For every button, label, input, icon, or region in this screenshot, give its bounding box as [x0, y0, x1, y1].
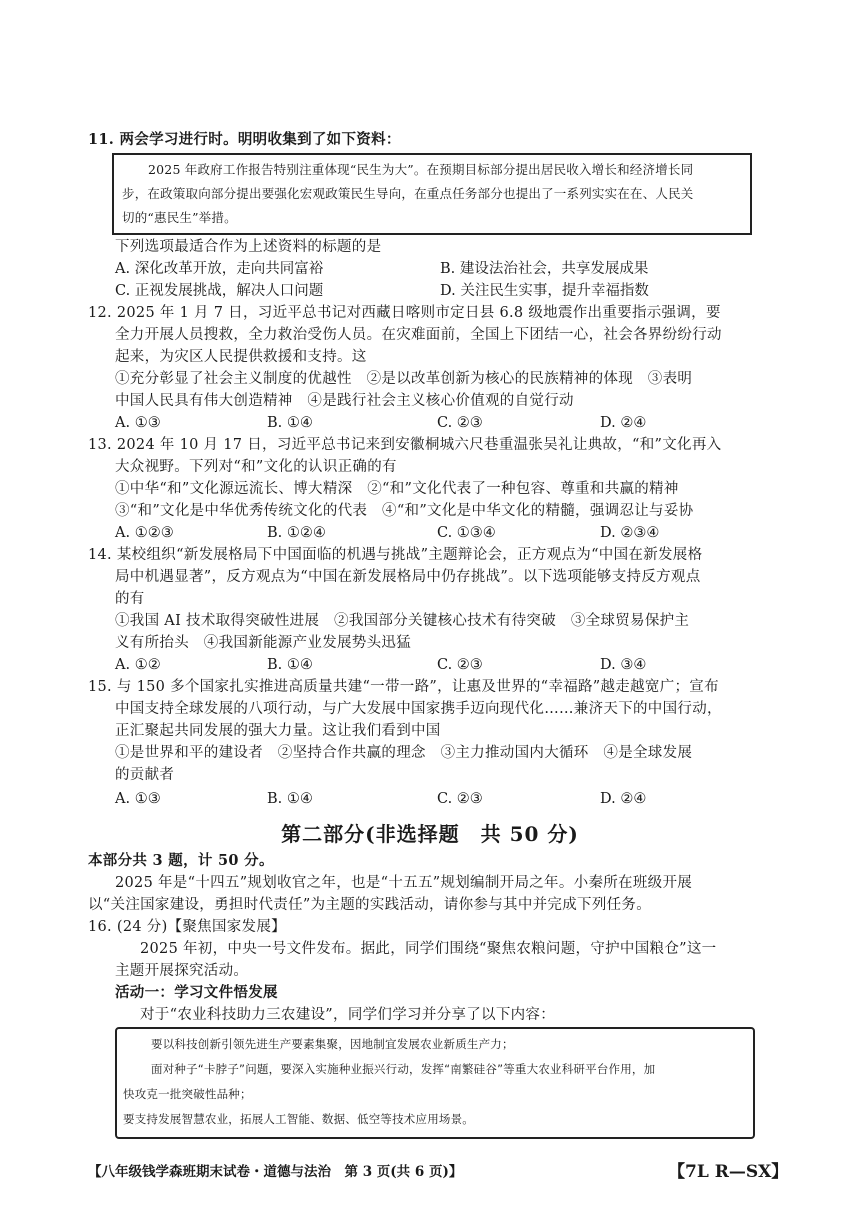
q12-option-d: D. ②④: [600, 415, 647, 431]
q15-line-3: 正汇聚起共同发展的强大力量。这让我们看到中国: [115, 723, 441, 739]
part2-intro: 本部分共 3 题，计 50 分。: [88, 852, 274, 869]
q14-line-1: 14. 某校组织“新发展格局下中国面临的机遇与挑战”主题辩论会，正方观点为“中国在新发展格: [88, 547, 703, 563]
q16-box-line-4: 要支持发展智慧农业，拓展人工智能、数据、低空等技术应用场景。: [123, 1112, 474, 1126]
q11-material-box: [112, 153, 752, 235]
part2-heading: 第二部分(非选择题 共 50 分): [281, 822, 579, 846]
q11-options: [115, 258, 755, 302]
q16-box-line-2: 面对种子“卡脖子”问题，要深入实施种业振兴行动，发挥“南繁硅谷”等重大农业科研平台作用，加: [151, 1062, 656, 1076]
q11-option-c: C. 正视发展挑战，解决人口问题: [115, 283, 324, 299]
q14-options: [115, 654, 755, 676]
q13-line-1: 13. 2024 年 10 月 17 日，习近平总书记来到安徽桐城六尺巷重温张吴礼让典故，“和”文化再入: [88, 437, 722, 453]
q16-line-1: 2025 年初，中央一号文件发布。据此，同学们围绕“聚焦农粮问题，守护中国粮仓”这一: [140, 941, 717, 957]
q14-line-5: 义有所抬头 ④我国新能源产业发展势头迅猛: [115, 635, 411, 651]
q12-option-b: B. ①④: [267, 415, 313, 431]
q12-option-c: C. ②③: [437, 415, 483, 431]
q16-line-2: 主题开展探究活动。: [115, 963, 249, 979]
q13-option-a: A. ①②③: [115, 525, 174, 541]
q12-line-2: 全力开展人员搜救，全力救治受伤人员。在灾难面前，全国上下团结一心，社会各界纷纷行动: [115, 327, 722, 343]
q16-box-line-3: 快攻克一批突破性品种；: [123, 1087, 252, 1101]
q12-options: [115, 412, 755, 434]
q15-option-b: B. ①④: [267, 791, 313, 807]
q12-line-3: 起来，为灾区人民提供救援和支持。这: [115, 349, 367, 365]
q15-line-5: 的贡献者: [115, 767, 175, 783]
q11-stem: 11. 两会学习进行时。明明收集到了如下资料：: [88, 131, 401, 148]
part2-para-line-2: 以“关注国家建设，勇担时代责任”为主题的实践活动，请你参与其中并完成下列任务。: [88, 897, 652, 913]
q15-line-4: ①是世界和平的建设者 ②坚持合作共赢的理念 ③主力推动国内大循环 ④是全球发展: [115, 745, 693, 761]
q12-line-5: 中国人民具有伟大创造精神 ④是践行社会主义核心价值观的自觉行动: [115, 393, 574, 409]
q11-option-b: B. 建设法治社会，共享发展成果: [440, 261, 649, 277]
q15-options: [115, 788, 755, 810]
q14-option-a: A. ①②: [115, 657, 161, 673]
footer-left: 【八年级钱学森班期末试卷・道德与法治 第 3 页(共 6 页)】: [88, 1164, 463, 1180]
q14-line-2: 局中机遇显著”，反方观点为“中国在新发展格局中仍存挑战”。以下选项能够支持反方观点: [115, 569, 701, 585]
q14-line-4: ①我国 AI 技术取得突破性进展 ②我国部分关键核心技术有待突破 ③全球贸易保护主: [115, 613, 690, 629]
part2-para-line-1: 2025 年是“十四五”规划收官之年，也是“十五五”规划编制开局之年。小秦所在班级开展: [115, 875, 693, 891]
q15-line-1: 15. 与 150 多个国家扎实推进高质量共建“一带一路”，让惠及世界的“幸福路”越走越宽广；宣布: [88, 679, 719, 695]
q12-line-1: 12. 2025 年 1 月 7 日，习近平总书记对西藏日喀则市定日县 6.8 级地震作出重要指示强调，要: [88, 305, 721, 321]
q15-line-2: 中国支持全球发展的八项行动，与广大发展中国家携手迈向现代化……兼济天下的中国行动，: [115, 701, 722, 717]
q16-box-line-1: 要以科技创新引领先进生产要素集聚，因地制宜发展农业新质生产力；: [151, 1037, 514, 1051]
q11-box-line-3: 切的“惠民生”举措。: [122, 210, 237, 225]
q12-option-a: A. ①③: [115, 415, 161, 431]
q11-option-d: D. 关注民生实事，提升幸福指数: [440, 283, 649, 299]
q16-title: 16. (24 分)【聚焦国家发展】: [88, 919, 286, 935]
q13-option-d: D. ②③④: [600, 525, 660, 541]
q11-option-a: A. 深化改革开放，走向共同富裕: [115, 261, 324, 277]
q14-option-c: C. ②③: [437, 657, 483, 673]
q11-question: 下列选项最适合作为上述资料的标题的是: [115, 239, 382, 255]
q16-lead: 对于“农业科技助力三农建设”，同学们学习并分享了以下内容：: [140, 1007, 556, 1023]
q12-line-4: ①充分彰显了社会主义制度的优越性 ②是以改革创新为核心的民族精神的体现 ③表明: [115, 371, 693, 387]
q13-line-2: 大众视野。下列对“和”文化的认识正确的有: [115, 459, 397, 475]
q15-option-c: C. ②③: [437, 791, 483, 807]
q14-line-3: 的有: [115, 591, 145, 607]
q13-line-3: ①中华“和”文化源远流长、博大精深 ②“和”文化代表了一种包容、尊重和共赢的精神: [115, 481, 679, 497]
q13-option-c: C. ①③④: [437, 525, 496, 541]
footer-right: 【7L R—SX】: [668, 1162, 789, 1182]
q14-option-b: B. ①④: [267, 657, 313, 673]
q13-options: [115, 522, 755, 544]
q16-activity-title: 活动一：学习文件悟发展: [115, 984, 278, 1001]
q15-option-a: A. ①③: [115, 791, 161, 807]
q11-box-line-2: 步，在政策取向部分提出要强化宏观政策民生导向，在重点任务部分也提出了一系列实实在在、人民关: [122, 186, 694, 201]
q13-line-4: ③“和”文化是中华优秀传统文化的代表 ④“和”文化是中华文化的精髓，强调忍让与妥协: [115, 503, 694, 519]
q13-option-b: B. ①②④: [267, 525, 326, 541]
q14-option-d: D. ③④: [600, 657, 647, 673]
q11-box-line-1: 2025 年政府工作报告特别注重体现“民生为大”。在预期目标部分提出居民收入增长和经济增长同: [148, 162, 694, 177]
q16-notes-box: [115, 1027, 755, 1139]
q15-option-d: D. ②④: [600, 791, 647, 807]
